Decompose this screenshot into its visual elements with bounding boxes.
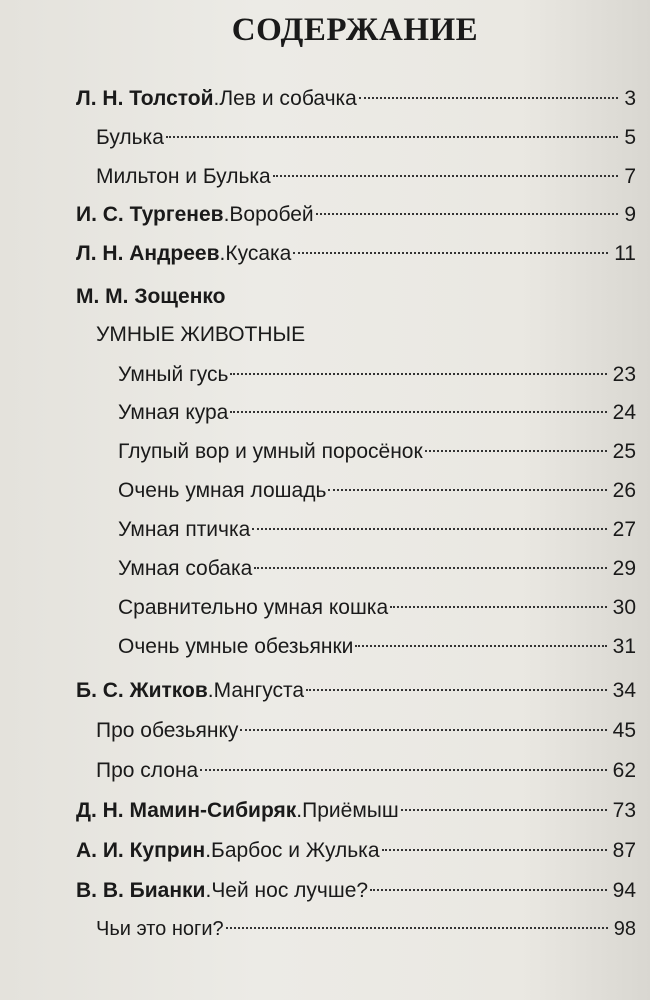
toc-entry-kuprin[interactable]	[76, 836, 636, 866]
toc-section-heading: УМНЫЕ ЖИВОТНЫЕ	[96, 323, 306, 346]
toc-leader-dots	[254, 567, 606, 569]
toc-title: Сравнительно умная кошка	[118, 596, 389, 619]
toc-title: Кусака	[225, 242, 292, 265]
toc-separator: .	[207, 679, 214, 702]
toc-title: Булька	[96, 126, 164, 149]
toc-page-number: 87	[612, 839, 636, 862]
toc-leader-dots	[401, 809, 607, 811]
page-title: СОДЕРЖАНИЕ	[231, 12, 479, 48]
toc-title: Про обезьянку	[96, 719, 239, 742]
toc-entry-mamin-sibiryak[interactable]	[76, 796, 636, 826]
toc-title: Воробей	[229, 203, 314, 226]
toc-leader-dots	[252, 528, 606, 530]
toc-page-number: 25	[612, 440, 636, 463]
toc-title: Очень умные обезьянки	[118, 635, 354, 658]
toc-title: Приёмыш	[302, 799, 399, 822]
toc-title: Чей нос лучше?	[211, 879, 369, 902]
toc-entry-zhitkov[interactable]	[76, 676, 636, 706]
toc-page-number: 34	[612, 679, 636, 702]
toc-page-number: 30	[612, 596, 636, 619]
toc-page-number: 94	[612, 879, 636, 902]
toc-entry-obezyanki[interactable]	[118, 632, 636, 662]
toc-separator: .	[213, 87, 220, 110]
toc-title: Умная птичка	[118, 518, 251, 541]
toc-leader-dots	[390, 606, 607, 608]
toc-entry-koshka[interactable]	[118, 593, 636, 623]
toc-leader-dots	[382, 849, 607, 851]
toc-entry-tolstoy-lev[interactable]	[76, 84, 636, 114]
toc-author: А. И. Куприн	[76, 839, 206, 862]
toc-entry-chi-eto-nogi[interactable]	[96, 914, 636, 944]
toc-leader-dots	[166, 136, 618, 138]
toc-leader-dots	[370, 889, 607, 891]
toc-entry-umny-gus[interactable]	[118, 360, 636, 390]
toc-leader-dots	[200, 769, 606, 771]
toc-separator: .	[219, 242, 226, 265]
toc-title: Про слона	[96, 759, 199, 782]
toc-author: В. В. Бианки	[76, 879, 206, 902]
toc-leader-dots	[226, 927, 608, 929]
toc-leader-dots	[328, 489, 606, 491]
toc-entry-ptichka[interactable]	[118, 515, 636, 545]
toc-title: Глупый вор и умный поросёнок	[118, 440, 423, 463]
toc-page-number: 9	[624, 203, 636, 226]
toc-author: И. С. Тургенев	[76, 203, 224, 226]
toc-page-number: 45	[612, 719, 636, 742]
toc-entry-umnaya-kura[interactable]	[118, 398, 636, 428]
toc-author: Д. Н. Мамин-Сибиряк	[76, 799, 297, 822]
toc-title: Мангуста	[213, 679, 305, 702]
toc-title: Умная кура	[118, 401, 229, 424]
toc-page-number: 7	[624, 165, 636, 188]
toc-separator: .	[223, 203, 230, 226]
toc-entry-pro-obezyanku[interactable]	[96, 716, 636, 746]
toc-leader-dots	[425, 450, 607, 452]
toc-title: Чьи это ноги?	[96, 918, 224, 940]
toc-title: Барбос и Жулька	[211, 839, 380, 862]
toc-entry-bulka[interactable]	[96, 123, 636, 153]
toc-page-number: 23	[612, 363, 636, 386]
toc-title: Умный гусь	[118, 363, 229, 386]
toc-leader-dots	[273, 175, 619, 177]
toc-leader-dots	[359, 97, 618, 99]
toc-page-number: 31	[612, 635, 636, 658]
toc-author: Л. Н. Толстой	[76, 87, 214, 110]
toc-entry-sobaka[interactable]	[118, 554, 636, 584]
toc-leader-dots	[240, 729, 606, 731]
toc-title: Умная собака	[118, 557, 253, 580]
toc-entry-andreev[interactable]	[76, 239, 636, 269]
toc-page-number: 29	[612, 557, 636, 580]
toc-separator: .	[205, 839, 212, 862]
toc-separator: .	[205, 879, 212, 902]
toc-entry-milton[interactable]	[96, 162, 636, 192]
toc-page-number: 98	[613, 918, 636, 940]
toc-page-number: 27	[612, 518, 636, 541]
toc-author-heading-zoshchenko: М. М. Зощенко	[76, 285, 226, 308]
toc-page-number: 5	[624, 126, 636, 149]
toc-separator: .	[296, 799, 303, 822]
toc-title: Лев и собачка	[219, 87, 357, 110]
toc-author: Л. Н. Андреев	[76, 242, 220, 265]
toc-entry-pro-slona[interactable]	[96, 756, 636, 786]
toc-leader-dots	[316, 213, 619, 215]
toc-leader-dots	[306, 689, 607, 691]
toc-title: Очень умная лошадь	[118, 479, 327, 502]
toc-page-number: 24	[612, 401, 636, 424]
toc-page-number: 11	[614, 242, 636, 265]
toc-leader-dots	[355, 645, 606, 647]
toc-page-number: 73	[612, 799, 636, 822]
toc-author: Б. С. Житков	[76, 679, 208, 702]
toc-page-number: 3	[624, 87, 636, 110]
toc-leader-dots	[293, 252, 608, 254]
toc-title: Мильтон и Булька	[96, 165, 271, 188]
toc-entry-turgenev[interactable]	[76, 200, 636, 230]
toc-page-number: 26	[612, 479, 636, 502]
toc-leader-dots	[230, 373, 606, 375]
toc-entry-loshad[interactable]	[118, 476, 636, 506]
toc-entry-bianki[interactable]	[76, 876, 636, 906]
toc-entry-porosenok[interactable]	[118, 437, 636, 467]
toc-leader-dots	[230, 411, 606, 413]
toc-page-number: 62	[612, 759, 636, 782]
